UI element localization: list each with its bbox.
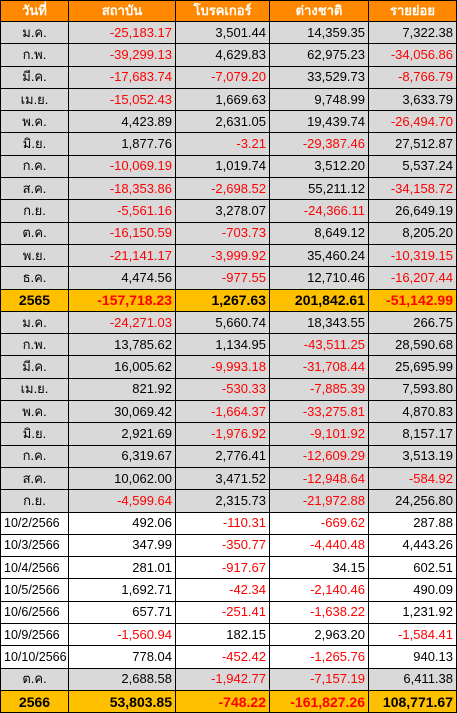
table-row xyxy=(1,668,457,690)
foreign-cell: 3,512.20 xyxy=(270,155,369,177)
broker-cell: 2,631.05 xyxy=(176,111,270,133)
institutional-cell: 347.99 xyxy=(69,534,176,556)
broker-cell: -1,664.37 xyxy=(176,401,270,423)
header-row xyxy=(1,1,457,22)
broker-cell: 2,315.73 xyxy=(176,490,270,512)
table-row xyxy=(1,66,457,88)
table-row xyxy=(1,200,457,222)
row-label: 10/5/2566 xyxy=(1,579,69,601)
table-row xyxy=(1,22,457,44)
foreign-cell: -12,948.64 xyxy=(270,467,369,489)
table-row xyxy=(1,378,457,400)
broker-cell: -2,698.52 xyxy=(176,178,270,200)
foreign-cell: 2,963.20 xyxy=(270,624,369,646)
retail-cell: -51,142.99 xyxy=(369,289,457,311)
table-row xyxy=(1,512,457,534)
retail-cell: -10,319.15 xyxy=(369,244,457,266)
row-label: ก.ย. xyxy=(1,200,69,222)
retail-cell: 25,695.99 xyxy=(369,356,457,378)
foreign-cell: 19,439.74 xyxy=(270,111,369,133)
broker-cell: 1,669.63 xyxy=(176,88,270,110)
retail-cell: 5,537.24 xyxy=(369,155,457,177)
table-row xyxy=(1,646,457,668)
table-row xyxy=(1,490,457,512)
foreign-cell: 9,748.99 xyxy=(270,88,369,110)
institutional-cell: 4,423.89 xyxy=(69,111,176,133)
retail-cell: 4,443.26 xyxy=(369,534,457,556)
foreign-cell: -1,638.22 xyxy=(270,601,369,623)
retail-cell: -34,158.72 xyxy=(369,178,457,200)
institutional-cell: -15,052.43 xyxy=(69,88,176,110)
foreign-cell: 35,460.24 xyxy=(270,244,369,266)
table-row xyxy=(1,267,457,289)
row-label: 10/10/2566 xyxy=(1,646,69,668)
foreign-cell: -12,609.29 xyxy=(270,445,369,467)
total-row xyxy=(1,690,457,712)
table-row xyxy=(1,334,457,356)
broker-cell: -42.34 xyxy=(176,579,270,601)
foreign-cell: -2,140.46 xyxy=(270,579,369,601)
broker-cell: -1,976.92 xyxy=(176,423,270,445)
retail-cell: 4,870.83 xyxy=(369,401,457,423)
foreign-cell: 33,529.73 xyxy=(270,66,369,88)
table-row xyxy=(1,401,457,423)
header-date: วันที่ xyxy=(1,1,69,22)
foreign-cell: -24,366.11 xyxy=(270,200,369,222)
broker-cell: -3,999.92 xyxy=(176,244,270,266)
broker-cell: -3.21 xyxy=(176,133,270,155)
row-label: ม.ค. xyxy=(1,311,69,333)
row-label: ต.ค. xyxy=(1,222,69,244)
institutional-cell: 4,474.56 xyxy=(69,267,176,289)
retail-cell: 940.13 xyxy=(369,646,457,668)
broker-cell: 182.15 xyxy=(176,624,270,646)
broker-cell: -452.42 xyxy=(176,646,270,668)
institutional-cell: -39,299.13 xyxy=(69,44,176,66)
foreign-cell: 34.15 xyxy=(270,557,369,579)
retail-cell: 266.75 xyxy=(369,311,457,333)
institutional-cell: 13,785.62 xyxy=(69,334,176,356)
broker-cell: 1,019.74 xyxy=(176,155,270,177)
retail-cell: -34,056.86 xyxy=(369,44,457,66)
table-row xyxy=(1,155,457,177)
row-label: 10/4/2566 xyxy=(1,557,69,579)
retail-cell: 24,256.80 xyxy=(369,490,457,512)
institutional-cell: 1,877.76 xyxy=(69,133,176,155)
broker-cell: 5,660.74 xyxy=(176,311,270,333)
broker-cell: 3,471.52 xyxy=(176,467,270,489)
retail-cell: -16,207.44 xyxy=(369,267,457,289)
table-row xyxy=(1,356,457,378)
retail-cell: -1,584.41 xyxy=(369,624,457,646)
institutional-cell: 492.06 xyxy=(69,512,176,534)
row-label: ต.ค. xyxy=(1,668,69,690)
retail-cell: 287.88 xyxy=(369,512,457,534)
retail-cell: 7,322.38 xyxy=(369,22,457,44)
institutional-cell: -10,069.19 xyxy=(69,155,176,177)
broker-cell: -748.22 xyxy=(176,690,270,712)
row-label: ส.ค. xyxy=(1,467,69,489)
foreign-cell: -9,101.92 xyxy=(270,423,369,445)
foreign-cell: 18,343.55 xyxy=(270,311,369,333)
institutional-cell: 657.71 xyxy=(69,601,176,623)
retail-cell: 6,411.38 xyxy=(369,668,457,690)
broker-cell: -7,079.20 xyxy=(176,66,270,88)
institutional-cell: 778.04 xyxy=(69,646,176,668)
foreign-cell: -21,972.88 xyxy=(270,490,369,512)
row-label: ก.ย. xyxy=(1,490,69,512)
retail-cell: 3,633.79 xyxy=(369,88,457,110)
institutional-cell: -25,183.17 xyxy=(69,22,176,44)
row-label: มิ.ย. xyxy=(1,133,69,155)
row-label: ก.ค. xyxy=(1,445,69,467)
table-row xyxy=(1,557,457,579)
broker-cell: -703.73 xyxy=(176,222,270,244)
retail-cell: 7,593.80 xyxy=(369,378,457,400)
broker-cell: -350.77 xyxy=(176,534,270,556)
foreign-cell: 201,842.61 xyxy=(270,289,369,311)
institutional-cell: -21,141.17 xyxy=(69,244,176,266)
retail-cell: -584.92 xyxy=(369,467,457,489)
retail-cell: 3,513.19 xyxy=(369,445,457,467)
broker-cell: 1,267.63 xyxy=(176,289,270,311)
row-label: เม.ย. xyxy=(1,88,69,110)
row-label: 10/2/2566 xyxy=(1,512,69,534)
foreign-cell: -1,265.76 xyxy=(270,646,369,668)
retail-cell: -8,766.79 xyxy=(369,66,457,88)
row-label: ก.พ. xyxy=(1,334,69,356)
table-row xyxy=(1,601,457,623)
broker-cell: -110.31 xyxy=(176,512,270,534)
retail-cell: 27,512.87 xyxy=(369,133,457,155)
foreign-cell: -161,827.26 xyxy=(270,690,369,712)
header-institutional: สถาบัน xyxy=(69,1,176,22)
foreign-cell: -31,708.44 xyxy=(270,356,369,378)
retail-cell: 108,771.67 xyxy=(369,690,457,712)
institutional-cell: 30,069.42 xyxy=(69,401,176,423)
row-label: 10/3/2566 xyxy=(1,534,69,556)
broker-cell: 3,501.44 xyxy=(176,22,270,44)
institutional-cell: 281.01 xyxy=(69,557,176,579)
retail-cell: 8,205.20 xyxy=(369,222,457,244)
table-row xyxy=(1,88,457,110)
institutional-cell: -5,561.16 xyxy=(69,200,176,222)
foreign-cell: -669.62 xyxy=(270,512,369,534)
table-row xyxy=(1,222,457,244)
institutional-cell: 2,921.69 xyxy=(69,423,176,445)
foreign-cell: 14,359.35 xyxy=(270,22,369,44)
broker-cell: -1,942.77 xyxy=(176,668,270,690)
table-row xyxy=(1,467,457,489)
institutional-cell: 6,319.67 xyxy=(69,445,176,467)
institutional-cell: 1,692.71 xyxy=(69,579,176,601)
table-row xyxy=(1,423,457,445)
table-row xyxy=(1,178,457,200)
row-label: ส.ค. xyxy=(1,178,69,200)
institutional-cell: -157,718.23 xyxy=(69,289,176,311)
row-label: พ.ย. xyxy=(1,244,69,266)
institutional-cell: -24,271.03 xyxy=(69,311,176,333)
row-label: 10/9/2566 xyxy=(1,624,69,646)
foreign-cell: 55,211.12 xyxy=(270,178,369,200)
broker-cell: -251.41 xyxy=(176,601,270,623)
institutional-cell: -16,150.59 xyxy=(69,222,176,244)
row-label: พ.ค. xyxy=(1,401,69,423)
row-label: ม.ค. xyxy=(1,22,69,44)
foreign-cell: -4,440.48 xyxy=(270,534,369,556)
row-label: ก.พ. xyxy=(1,44,69,66)
row-label: 2566 xyxy=(1,690,69,712)
foreign-cell: -43,511.25 xyxy=(270,334,369,356)
institutional-cell: 10,062.00 xyxy=(69,467,176,489)
retail-cell: -26,494.70 xyxy=(369,111,457,133)
broker-cell: -917.67 xyxy=(176,557,270,579)
foreign-cell: -7,157.19 xyxy=(270,668,369,690)
table-row xyxy=(1,44,457,66)
foreign-cell: 8,649.12 xyxy=(270,222,369,244)
retail-cell: 490.09 xyxy=(369,579,457,601)
broker-cell: 2,776.41 xyxy=(176,445,270,467)
institutional-cell: 53,803.85 xyxy=(69,690,176,712)
table-row xyxy=(1,244,457,266)
broker-cell: -530.33 xyxy=(176,378,270,400)
retail-cell: 28,590.68 xyxy=(369,334,457,356)
table-row xyxy=(1,111,457,133)
broker-cell: 3,278.07 xyxy=(176,200,270,222)
row-label: 10/6/2566 xyxy=(1,601,69,623)
retail-cell: 8,157.17 xyxy=(369,423,457,445)
retail-cell: 602.51 xyxy=(369,557,457,579)
foreign-cell: 12,710.46 xyxy=(270,267,369,289)
table-row xyxy=(1,534,457,556)
header-broker: โบรคเกอร์ xyxy=(176,1,270,22)
institutional-cell: -4,599.64 xyxy=(69,490,176,512)
foreign-cell: -33,275.81 xyxy=(270,401,369,423)
foreign-cell: -7,885.39 xyxy=(270,378,369,400)
header-foreign: ต่างชาติ xyxy=(270,1,369,22)
broker-cell: -9,993.18 xyxy=(176,356,270,378)
row-label: มี.ค. xyxy=(1,356,69,378)
header-retail: รายย่อย xyxy=(369,1,457,22)
row-label: เม.ย. xyxy=(1,378,69,400)
broker-cell: -977.55 xyxy=(176,267,270,289)
total-row xyxy=(1,289,457,311)
row-label: มี.ค. xyxy=(1,66,69,88)
institutional-cell: -1,560.94 xyxy=(69,624,176,646)
table-row xyxy=(1,445,457,467)
institutional-cell: 2,688.58 xyxy=(69,668,176,690)
table-row xyxy=(1,133,457,155)
row-label: ก.ค. xyxy=(1,155,69,177)
retail-cell: 1,231.92 xyxy=(369,601,457,623)
institutional-cell: -17,683.74 xyxy=(69,66,176,88)
institutional-cell: 16,005.62 xyxy=(69,356,176,378)
broker-cell: 4,629.83 xyxy=(176,44,270,66)
row-label: มิ.ย. xyxy=(1,423,69,445)
table-row xyxy=(1,624,457,646)
institutional-cell: -18,353.86 xyxy=(69,178,176,200)
table-row xyxy=(1,311,457,333)
retail-cell: 26,649.19 xyxy=(369,200,457,222)
row-label: 2565 xyxy=(1,289,69,311)
row-label: ธ.ค. xyxy=(1,267,69,289)
table-row xyxy=(1,579,457,601)
table-body xyxy=(1,22,457,713)
institutional-cell: 821.92 xyxy=(69,378,176,400)
row-label: พ.ค. xyxy=(1,111,69,133)
broker-cell: 1,134.95 xyxy=(176,334,270,356)
foreign-cell: -29,387.46 xyxy=(270,133,369,155)
foreign-cell: 62,975.23 xyxy=(270,44,369,66)
